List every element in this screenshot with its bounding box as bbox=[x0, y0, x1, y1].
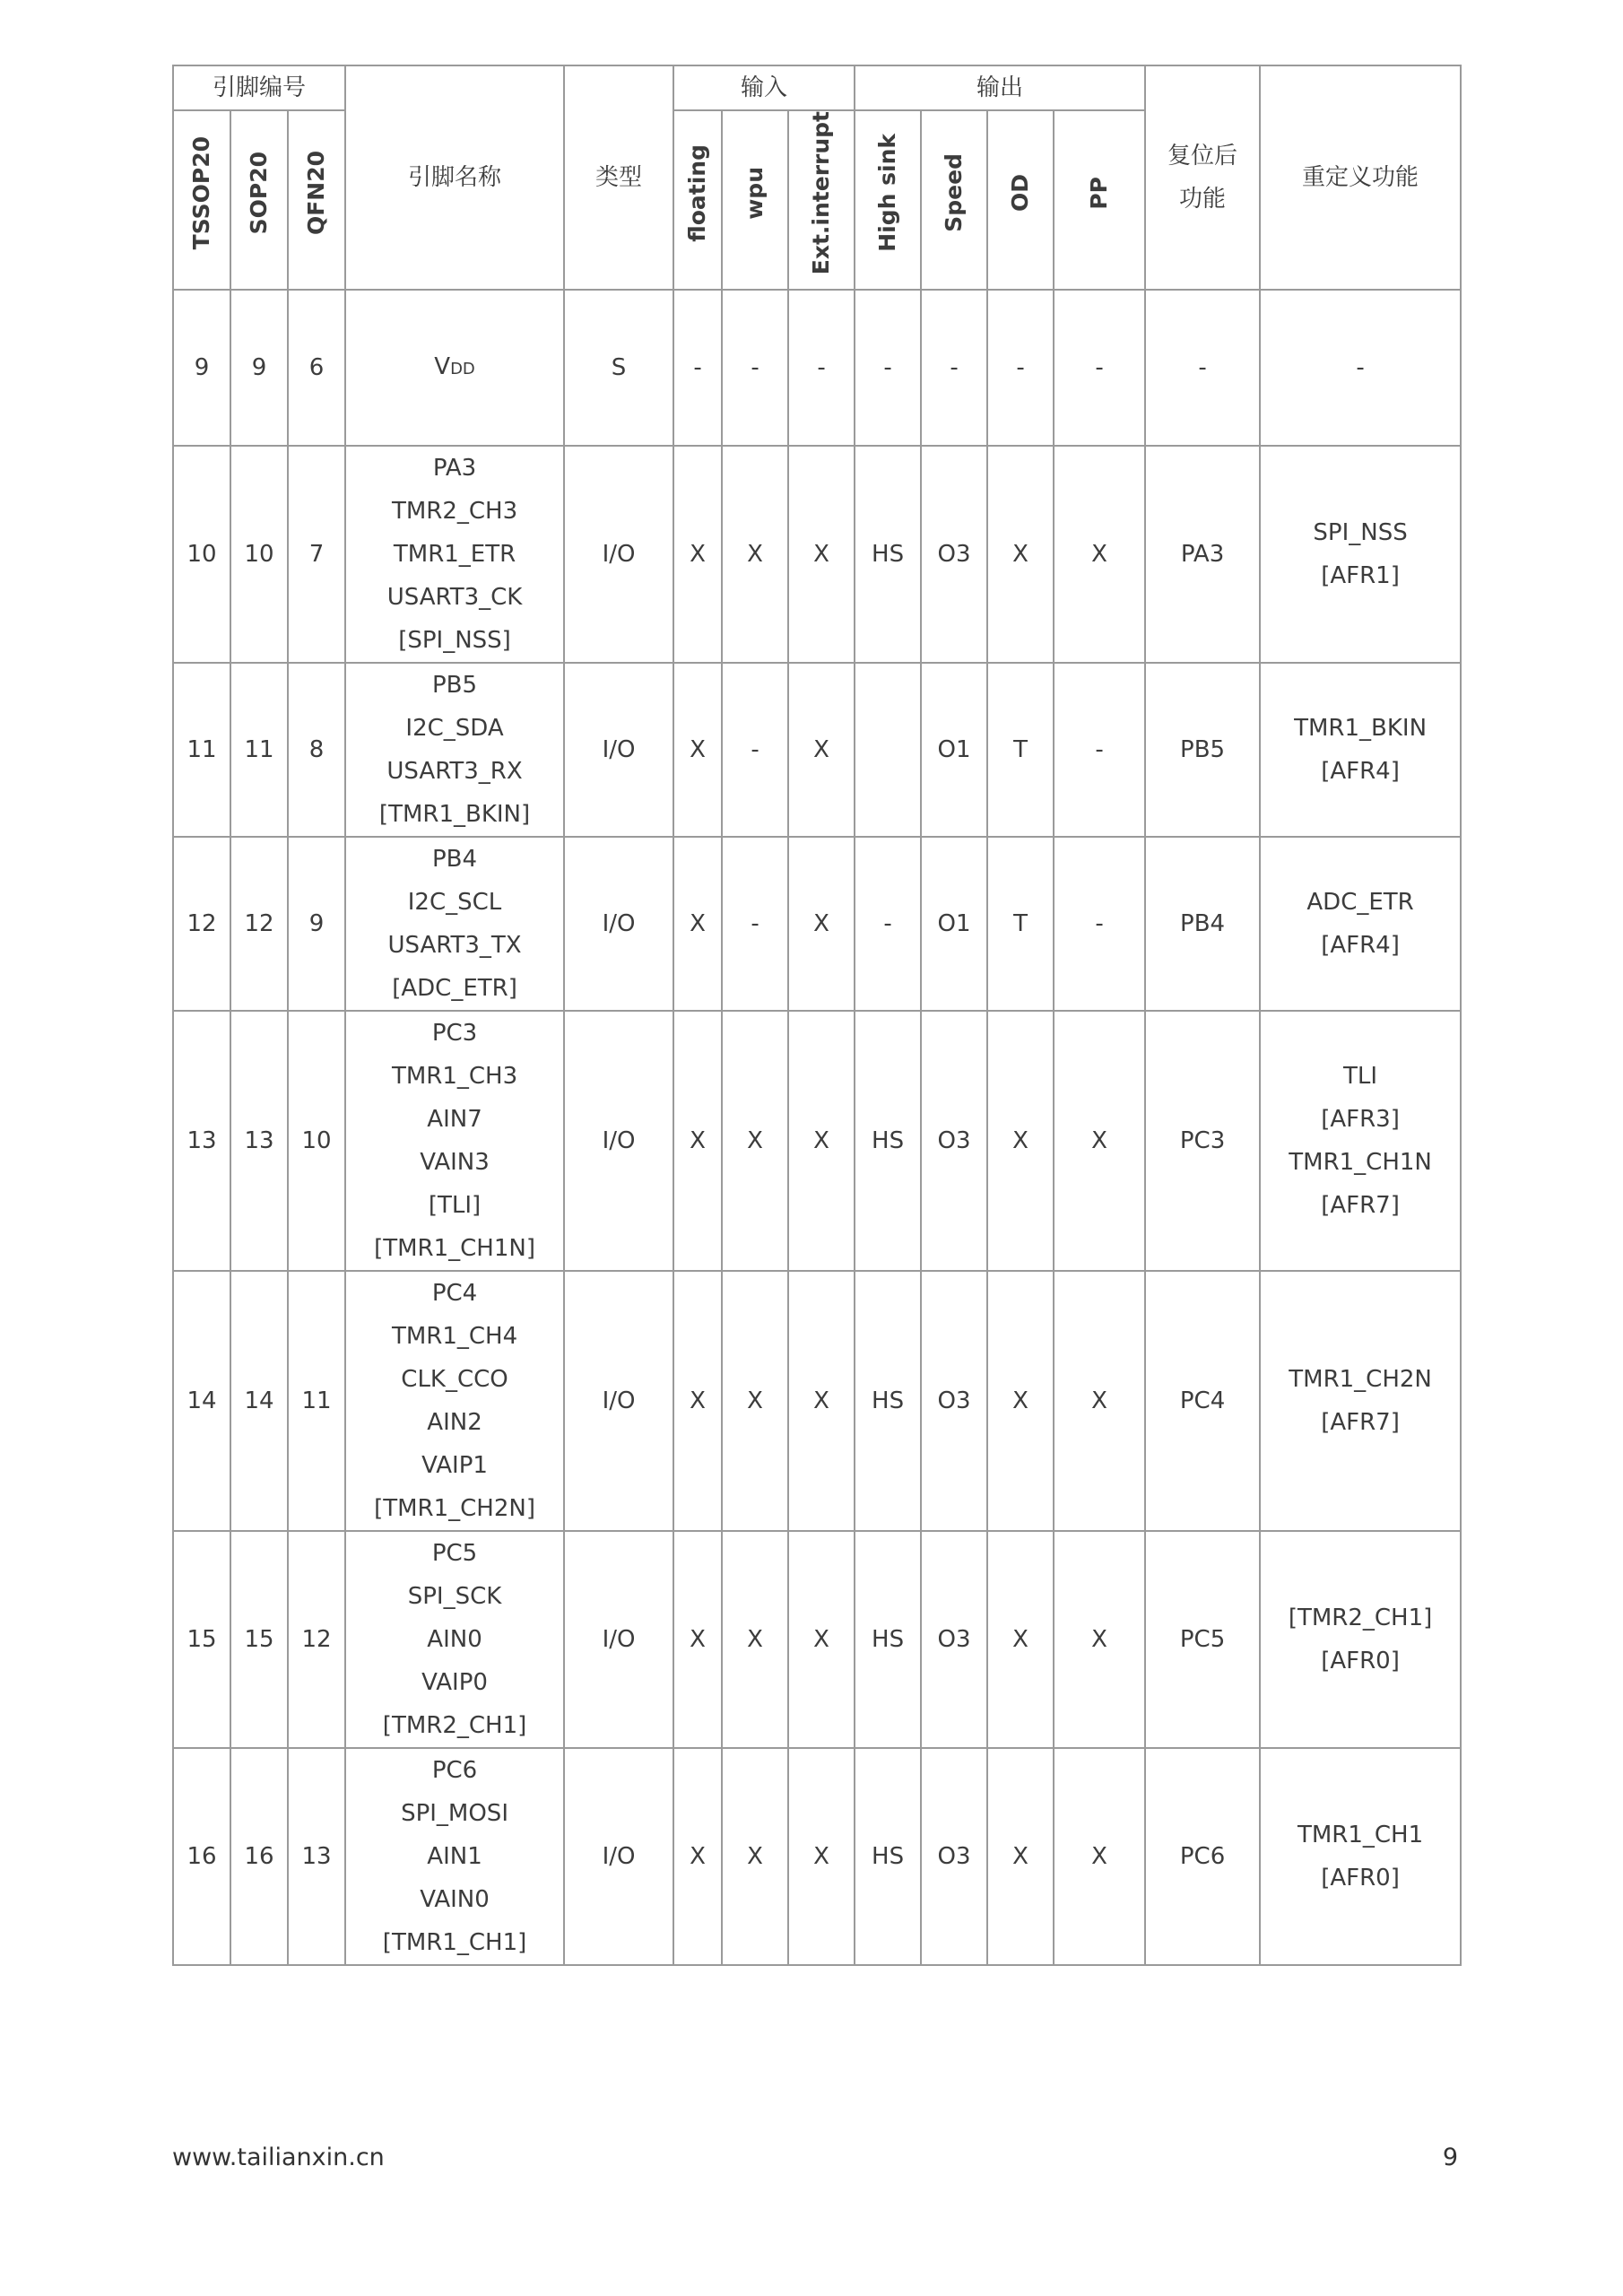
qfn-cell: 11 bbox=[288, 1271, 345, 1531]
pin-definition-table bbox=[172, 65, 1462, 1966]
pin-name-cell: PA3 TMR2_CH3 TMR1_ETR USART3_CK [SPI_NSS] bbox=[345, 446, 564, 663]
table-row bbox=[173, 837, 1461, 1011]
ext-cell: - bbox=[788, 290, 855, 446]
reset-function-header: 复位后 功能 bbox=[1145, 65, 1260, 290]
qfn-cell: 9 bbox=[288, 837, 345, 1011]
ext-cell: X bbox=[788, 1748, 855, 1965]
reset-cell: - bbox=[1145, 290, 1260, 446]
qfn-cell: 6 bbox=[288, 290, 345, 446]
pin-name-cell: PC5 SPI_SCK AIN0 VAIP0 [TMR2_CH1] bbox=[345, 1531, 564, 1748]
tssop-cell: 15 bbox=[173, 1531, 230, 1748]
wpu-cell: X bbox=[722, 1531, 788, 1748]
tssop-cell: 14 bbox=[173, 1271, 230, 1531]
hs-cell bbox=[855, 663, 921, 837]
ext-cell: X bbox=[788, 446, 855, 663]
ext-cell: X bbox=[788, 663, 855, 837]
pp-cell: X bbox=[1054, 1271, 1145, 1531]
table-row bbox=[173, 290, 1461, 446]
floating-cell: X bbox=[673, 1748, 722, 1965]
table-row bbox=[173, 663, 1461, 837]
table-row bbox=[173, 1748, 1461, 1965]
pin-name-cell: VDD bbox=[345, 290, 564, 446]
pin-name-cell: PB5 I2C_SDA USART3_RX [TMR1_BKIN] bbox=[345, 663, 564, 837]
sop-cell: 11 bbox=[230, 663, 288, 837]
qfn-cell: 12 bbox=[288, 1531, 345, 1748]
high-sink-header: High sink bbox=[855, 110, 921, 290]
pp-cell: - bbox=[1054, 837, 1145, 1011]
floating-header: floating bbox=[673, 110, 722, 290]
sop-cell: 14 bbox=[230, 1271, 288, 1531]
type-cell: I/O bbox=[564, 1011, 673, 1271]
type-cell: I/O bbox=[564, 1748, 673, 1965]
speed-cell: O1 bbox=[921, 837, 987, 1011]
type-cell: I/O bbox=[564, 663, 673, 837]
hs-cell: HS bbox=[855, 1271, 921, 1531]
table-row bbox=[173, 446, 1461, 663]
ext-cell: X bbox=[788, 837, 855, 1011]
wpu-cell: X bbox=[722, 446, 788, 663]
pin-name-cell: PC3 TMR1_CH3 AIN7 VAIN3 [TLI] [TMR1_CH1N] bbox=[345, 1011, 564, 1271]
pp-cell: X bbox=[1054, 1531, 1145, 1748]
remap-cell: ADC_ETR [AFR4] bbox=[1260, 837, 1461, 1011]
pin-name-cell: PB4 I2C_SCL USART3_TX [ADC_ETR] bbox=[345, 837, 564, 1011]
speed-cell: O3 bbox=[921, 446, 987, 663]
page-number: 9 bbox=[1442, 2144, 1458, 2171]
sop-cell: 13 bbox=[230, 1011, 288, 1271]
sop-cell: 15 bbox=[230, 1531, 288, 1748]
remap-cell: - bbox=[1260, 290, 1461, 446]
ext-cell: X bbox=[788, 1271, 855, 1531]
type-cell: S bbox=[564, 290, 673, 446]
remap-cell: TLI [AFR3] TMR1_CH1N [AFR7] bbox=[1260, 1011, 1461, 1271]
table-row bbox=[173, 1011, 1461, 1271]
pin-name-cell: PC6 SPI_MOSI AIN1 VAIN0 [TMR1_CH1] bbox=[345, 1748, 564, 1965]
pin-number-group-header: 引脚编号 bbox=[173, 65, 345, 110]
od-cell: T bbox=[987, 663, 1054, 837]
reset-cell: PB5 bbox=[1145, 663, 1260, 837]
ext-cell: X bbox=[788, 1531, 855, 1748]
table-row bbox=[173, 1271, 1461, 1531]
od-cell: T bbox=[987, 837, 1054, 1011]
od-cell: X bbox=[987, 1748, 1054, 1965]
tssop-cell: 16 bbox=[173, 1748, 230, 1965]
wpu-cell: X bbox=[722, 1748, 788, 1965]
tssop-cell: 9 bbox=[173, 290, 230, 446]
type-cell: I/O bbox=[564, 446, 673, 663]
wpu-cell: - bbox=[722, 290, 788, 446]
speed-cell: O1 bbox=[921, 663, 987, 837]
floating-cell: X bbox=[673, 663, 722, 837]
reset-cell: PC6 bbox=[1145, 1748, 1260, 1965]
hs-cell: HS bbox=[855, 446, 921, 663]
od-cell: - bbox=[987, 290, 1054, 446]
hs-cell: HS bbox=[855, 1011, 921, 1271]
tssop-cell: 13 bbox=[173, 1011, 230, 1271]
tssop-cell: 11 bbox=[173, 663, 230, 837]
vdd-subscript: DD bbox=[450, 359, 475, 378]
reset-cell: PC5 bbox=[1145, 1531, 1260, 1748]
od-cell: X bbox=[987, 1531, 1054, 1748]
remap-cell: SPI_NSS [AFR1] bbox=[1260, 446, 1461, 663]
remap-cell: TMR1_BKIN [AFR4] bbox=[1260, 663, 1461, 837]
hs-cell: - bbox=[855, 837, 921, 1011]
input-group-header: 输入 bbox=[673, 65, 855, 110]
speed-cell: - bbox=[921, 290, 987, 446]
pp-cell: X bbox=[1054, 446, 1145, 663]
od-cell: X bbox=[987, 1271, 1054, 1531]
speed-cell: O3 bbox=[921, 1271, 987, 1531]
floating-cell: X bbox=[673, 1271, 722, 1531]
type-cell: I/O bbox=[564, 1531, 673, 1748]
reset-cell: PA3 bbox=[1145, 446, 1260, 663]
ext-interrupt-header: Ext.interrupt bbox=[788, 110, 855, 290]
ext-cell: X bbox=[788, 1011, 855, 1271]
wpu-cell: - bbox=[722, 837, 788, 1011]
tssop-header: TSSOP20 bbox=[173, 110, 230, 290]
sop-header: SOP20 bbox=[230, 110, 288, 290]
pin-name-header: 引脚名称 bbox=[345, 65, 564, 290]
sop-cell: 16 bbox=[230, 1748, 288, 1965]
footer-website-url: www.tailianxin.cn bbox=[172, 2144, 385, 2171]
remap-cell: TMR1_CH2N [AFR7] bbox=[1260, 1271, 1461, 1531]
pp-cell: - bbox=[1054, 663, 1145, 837]
type-cell: I/O bbox=[564, 837, 673, 1011]
sop-cell: 9 bbox=[230, 290, 288, 446]
hs-cell: HS bbox=[855, 1531, 921, 1748]
qfn-cell: 13 bbox=[288, 1748, 345, 1965]
pp-cell: - bbox=[1054, 290, 1145, 446]
speed-cell: O3 bbox=[921, 1531, 987, 1748]
speed-cell: O3 bbox=[921, 1748, 987, 1965]
table-row bbox=[173, 1531, 1461, 1748]
wpu-header: wpu bbox=[722, 110, 788, 290]
header-group-row bbox=[173, 65, 1461, 110]
wpu-cell: X bbox=[722, 1011, 788, 1271]
wpu-cell: - bbox=[722, 663, 788, 837]
hs-cell: - bbox=[855, 290, 921, 446]
reset-cell: PB4 bbox=[1145, 837, 1260, 1011]
output-group-header: 输出 bbox=[855, 65, 1145, 110]
floating-cell: X bbox=[673, 1531, 722, 1748]
tssop-cell: 10 bbox=[173, 446, 230, 663]
speed-header: Speed bbox=[921, 110, 987, 290]
tssop-cell: 12 bbox=[173, 837, 230, 1011]
od-cell: X bbox=[987, 446, 1054, 663]
remap-function-header: 重定义功能 bbox=[1260, 65, 1461, 290]
qfn-cell: 10 bbox=[288, 1011, 345, 1271]
floating-cell: - bbox=[673, 290, 722, 446]
qfn-cell: 8 bbox=[288, 663, 345, 837]
floating-cell: X bbox=[673, 837, 722, 1011]
reset-cell: PC3 bbox=[1145, 1011, 1260, 1271]
sop-cell: 10 bbox=[230, 446, 288, 663]
od-header: OD bbox=[987, 110, 1054, 290]
hs-cell: HS bbox=[855, 1748, 921, 1965]
remap-cell: TMR1_CH1 [AFR0] bbox=[1260, 1748, 1461, 1965]
floating-cell: X bbox=[673, 1011, 722, 1271]
speed-cell: O3 bbox=[921, 1011, 987, 1271]
floating-cell: X bbox=[673, 446, 722, 663]
reset-cell: PC4 bbox=[1145, 1271, 1260, 1531]
pin-name-cell: PC4 TMR1_CH4 CLK_CCO AIN2 VAIP1 [TMR1_CH2N] bbox=[345, 1271, 564, 1531]
pp-cell: X bbox=[1054, 1748, 1145, 1965]
remap-cell: [TMR2_CH1] [AFR0] bbox=[1260, 1531, 1461, 1748]
pp-cell: X bbox=[1054, 1011, 1145, 1271]
type-cell: I/O bbox=[564, 1271, 673, 1531]
qfn-header: QFN20 bbox=[288, 110, 345, 290]
qfn-cell: 7 bbox=[288, 446, 345, 663]
wpu-cell: X bbox=[722, 1271, 788, 1531]
od-cell: X bbox=[987, 1011, 1054, 1271]
pp-header: PP bbox=[1054, 110, 1145, 290]
sop-cell: 12 bbox=[230, 837, 288, 1011]
type-header: 类型 bbox=[564, 65, 673, 290]
